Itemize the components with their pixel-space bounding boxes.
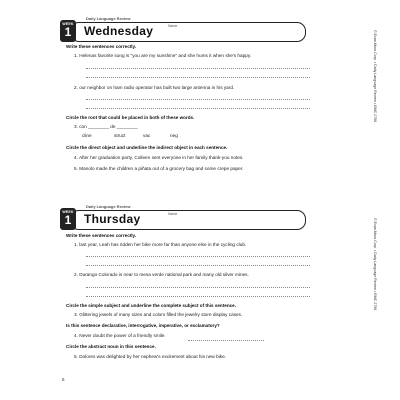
answer-line[interactable] (86, 99, 310, 100)
name-label: Name (168, 212, 178, 216)
instruction: Circle the simple subject and underline the complete subject of this sentence. (66, 303, 237, 308)
sentence-2: 2. Durango Colorado is near to mesa verde national park and many old silver mines. (74, 272, 249, 277)
week-number: 1 (64, 25, 72, 39)
copyright-side-text: © Evan-Moor Corp. • Daily Language Review • EMC 2798 (373, 30, 377, 123)
word-choice[interactable]: neg (170, 133, 178, 138)
sentence-5: 5. Manolo made the children a piñata out of a grocery bag and some crepe paper. (74, 166, 244, 171)
answer-line[interactable] (86, 265, 310, 266)
header-tag: Daily Language Review (86, 204, 131, 209)
day-title: Wednesday (84, 24, 154, 38)
wednesday-banner (60, 16, 306, 44)
sentence-4: 4. Never doubt the power of a friendly smile. (74, 333, 166, 338)
header-tag: Daily Language Review (86, 16, 131, 21)
sentence-1: 1. last year, Leah has ridden her bike more far than anyone else in the cycling club. (74, 242, 247, 247)
week-badge (60, 208, 76, 230)
week-label: WEEK (62, 210, 74, 214)
answer-line[interactable] (188, 340, 264, 341)
sentence-3: 3. Glittering jewels of many sizes and colors filled the jewelry store display cases. (74, 312, 243, 317)
answer-line[interactable] (86, 256, 310, 257)
copyright-side-text: © Evan-Moor Corp. • Daily Language Review • EMC 2798 (373, 218, 377, 311)
instruction: Write these sentences correctly. (66, 44, 137, 49)
instruction: Write these sentences correctly. (66, 233, 137, 238)
word-choice[interactable]: cline (82, 133, 92, 138)
sentence-2: 2. our neighbor on ham radio operator has built two large antenna in his yard. (74, 85, 235, 90)
week-number: 1 (64, 213, 72, 227)
instruction: Circle the root that could be placed in both of these words. (66, 115, 195, 120)
sentence-3: 3. con ________ de ________ (74, 124, 138, 129)
word-choice[interactable]: struct (114, 133, 126, 138)
sentence-5: 5. Dolores was delighted by her nephew's excitement about his new bike. (74, 354, 227, 359)
answer-line[interactable] (86, 287, 310, 288)
thursday-banner (60, 204, 306, 232)
sentence-1: 1. Helenas favorite song is "you are my sunshine" and she hums it when she's happy. (74, 53, 252, 58)
week-badge (60, 20, 76, 42)
word-choice[interactable]: vac (143, 133, 151, 138)
sentence-4: 4. After her graduation party, Colleen sent everyone in her family thank-you notes. (74, 155, 244, 160)
week-label: WEEK (62, 22, 74, 26)
answer-line[interactable] (86, 296, 310, 297)
answer-line[interactable] (86, 77, 310, 78)
answer-line[interactable] (86, 108, 310, 109)
name-label: Name (168, 24, 178, 28)
instruction: Is this sentence declarative, interrogative, imperative, or exclamatory? (66, 323, 220, 328)
page-number: 6 (62, 377, 65, 382)
instruction: Circle the abstract noun in this sentence. (66, 344, 156, 349)
day-title: Thursday (84, 212, 141, 226)
instruction: Circle the direct object and underline the indirect object in each sentence. (66, 145, 228, 150)
answer-line[interactable] (86, 68, 310, 69)
